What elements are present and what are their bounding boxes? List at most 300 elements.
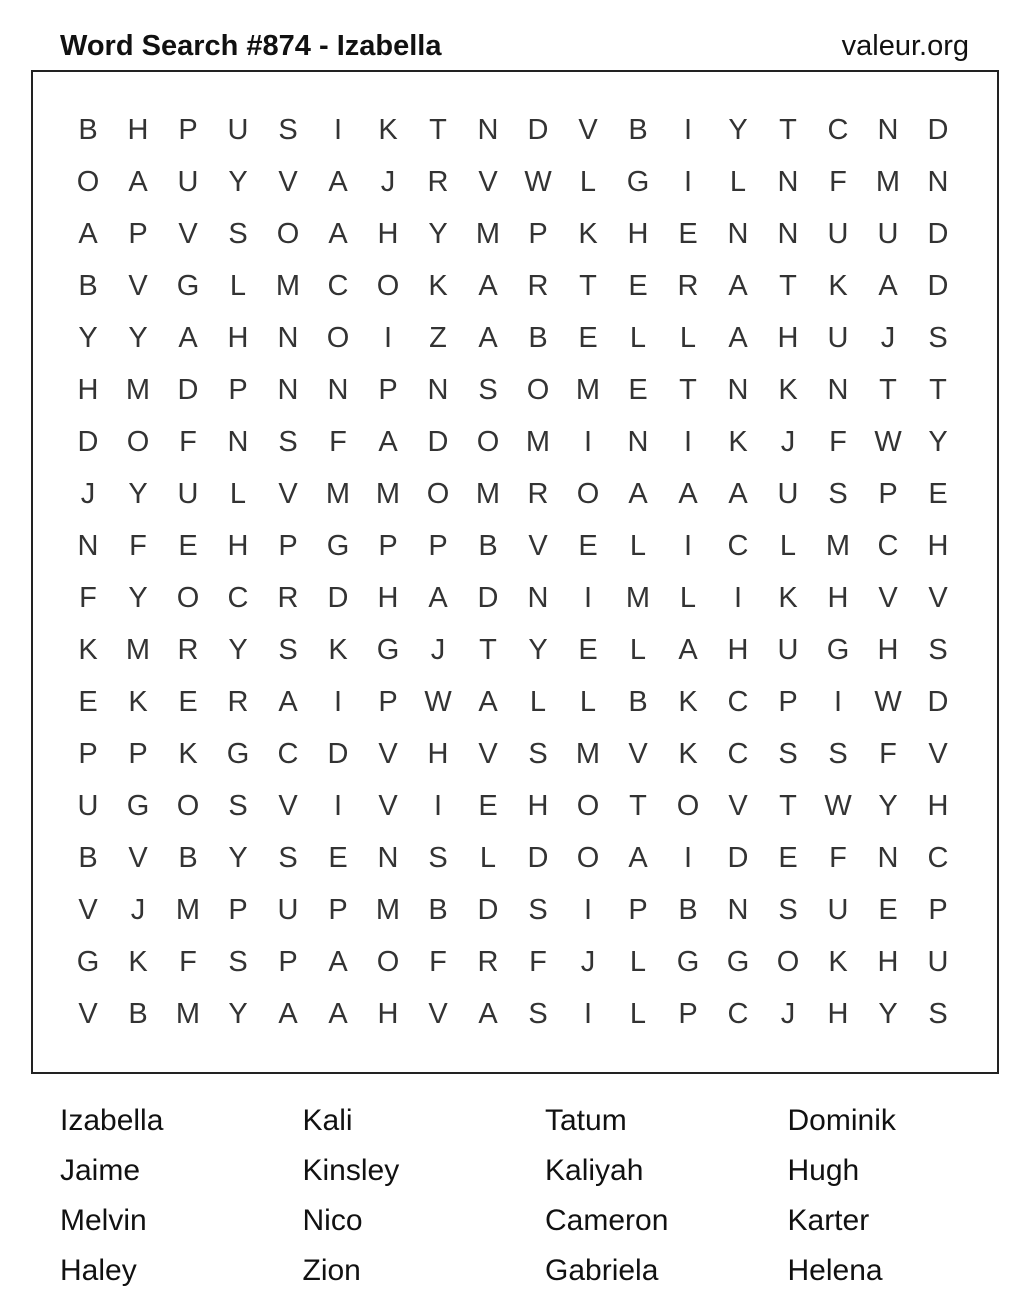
grid-letter: N: [877, 841, 899, 874]
grid-letter: F: [829, 841, 847, 874]
grid-letter: Y: [428, 217, 448, 250]
grid-letter: O: [376, 945, 400, 978]
grid-letter: F: [429, 945, 447, 978]
grid-letter: N: [327, 373, 349, 406]
grid-letter: A: [328, 217, 348, 250]
grid-letter: M: [475, 217, 501, 250]
grid-letter: L: [579, 165, 597, 198]
grid-letter: K: [128, 945, 148, 978]
grid-letter: I: [333, 685, 343, 718]
grid-letter: Y: [228, 841, 248, 874]
grid-letter: V: [78, 997, 98, 1030]
grid-letter: S: [528, 737, 548, 770]
grid-letter: P: [378, 373, 398, 406]
grid-letter: J: [80, 477, 96, 510]
grid-letter: B: [678, 893, 698, 926]
grid-letter: C: [727, 997, 749, 1030]
grid-letter: T: [929, 373, 947, 406]
site-name: valeur.org: [841, 30, 969, 62]
word-list-item: Gabriela: [545, 1254, 659, 1287]
word-list-item: Karter: [787, 1204, 870, 1237]
grid-letter: J: [580, 945, 596, 978]
grid-letter: I: [683, 425, 693, 458]
grid-letter: O: [276, 217, 300, 250]
grid-letter: H: [877, 633, 899, 666]
grid-letter: V: [378, 789, 398, 822]
grid-letter: N: [427, 373, 449, 406]
grid-letter: Y: [878, 997, 898, 1030]
grid-letter: V: [578, 113, 598, 146]
grid-letter: U: [827, 217, 849, 250]
grid-letter: G: [626, 165, 650, 198]
grid-letter: F: [79, 581, 97, 614]
grid-letter: A: [78, 217, 98, 250]
grid-letter: H: [77, 373, 99, 406]
grid-letter: F: [529, 945, 547, 978]
grid-letter: A: [178, 321, 198, 354]
grid-letter: N: [777, 217, 799, 250]
grid-letter: J: [430, 633, 446, 666]
grid-letter: Y: [228, 633, 248, 666]
word-list-item: Haley: [60, 1254, 137, 1287]
grid-letter: K: [828, 269, 848, 302]
grid-letter: C: [727, 737, 749, 770]
grid-letter: U: [877, 217, 899, 250]
grid-letter: V: [128, 269, 148, 302]
grid-letter: E: [178, 529, 198, 562]
grid-letter: T: [779, 789, 797, 822]
grid-letter: M: [125, 633, 151, 666]
grid-letter: B: [628, 685, 648, 718]
grid-letter: P: [378, 529, 398, 562]
grid-letter: N: [877, 113, 899, 146]
grid-letter: U: [827, 893, 849, 926]
grid-letter: R: [477, 945, 499, 978]
grid-letter: A: [428, 581, 448, 614]
grid-letter: F: [129, 529, 147, 562]
grid-letter: C: [727, 529, 749, 562]
grid-letter: A: [378, 425, 398, 458]
grid-letter: I: [683, 165, 693, 198]
grid-letter: B: [528, 321, 548, 354]
grid-letter: I: [833, 685, 843, 718]
grid-letter: H: [227, 529, 249, 562]
grid-letter: O: [376, 269, 400, 302]
grid-letter: N: [277, 321, 299, 354]
grid-letter: G: [126, 789, 150, 822]
grid-letter: O: [576, 841, 600, 874]
grid-letter: P: [378, 685, 398, 718]
grid-letter: T: [579, 269, 597, 302]
grid-letter: S: [528, 997, 548, 1030]
grid-letter: P: [228, 373, 248, 406]
grid-letter: Y: [128, 477, 148, 510]
grid-letter: F: [329, 425, 347, 458]
grid-letter: V: [528, 529, 548, 562]
grid-letter: D: [527, 113, 549, 146]
grid-letter: M: [375, 477, 401, 510]
word-list: [60, 1096, 1030, 1296]
grid-letter: Y: [228, 165, 248, 198]
grid-letter: I: [583, 581, 593, 614]
grid-letter: R: [527, 269, 549, 302]
grid-letter: U: [777, 477, 799, 510]
grid-letter: W: [874, 425, 902, 458]
grid-letter: H: [377, 581, 399, 614]
grid-letter: L: [629, 633, 647, 666]
grid-letter: E: [178, 685, 198, 718]
grid-letter: S: [278, 425, 298, 458]
grid-letter: F: [179, 425, 197, 458]
grid-letter: M: [375, 893, 401, 926]
grid-letter: Y: [728, 113, 748, 146]
grid-letter: G: [326, 529, 350, 562]
grid-letter: P: [428, 529, 448, 562]
grid-letter: O: [476, 425, 500, 458]
grid-letter: P: [878, 477, 898, 510]
grid-letter: V: [478, 737, 498, 770]
grid-letter: L: [479, 841, 497, 874]
grid-letter: C: [877, 529, 899, 562]
grid-letter: F: [829, 165, 847, 198]
grid-letter: V: [278, 165, 298, 198]
word-list-item: Kinsley: [302, 1154, 400, 1187]
grid-letter: P: [328, 893, 348, 926]
grid-letter: R: [277, 581, 299, 614]
grid-letter: O: [576, 477, 600, 510]
word-list-item: Cameron: [545, 1204, 669, 1237]
grid-letter: S: [478, 373, 498, 406]
grid-letter: D: [327, 737, 349, 770]
word-list-item: Zion: [302, 1254, 361, 1287]
grid-letter: K: [578, 217, 598, 250]
word-list-item: Kali: [302, 1104, 353, 1137]
grid-letter: L: [229, 477, 247, 510]
word-list-item: Dominik: [787, 1104, 896, 1137]
grid-letter: V: [478, 165, 498, 198]
grid-letter: S: [928, 633, 948, 666]
grid-letter: M: [175, 893, 201, 926]
grid-letter: R: [677, 269, 699, 302]
grid-letter: Y: [128, 581, 148, 614]
grid-letter: U: [777, 633, 799, 666]
grid-letter: G: [726, 945, 750, 978]
grid-letter: A: [478, 685, 498, 718]
grid-letter: A: [628, 841, 648, 874]
grid-letter: Z: [429, 321, 447, 354]
grid-letter: B: [428, 893, 448, 926]
grid-letter: B: [78, 113, 98, 146]
grid-letter: H: [777, 321, 799, 354]
grid-letter: K: [78, 633, 98, 666]
grid-letter: G: [376, 633, 400, 666]
grid-letter: S: [228, 217, 248, 250]
grid-letter: A: [878, 269, 898, 302]
grid-letter: K: [728, 425, 748, 458]
grid-letter: F: [879, 737, 897, 770]
grid-letter: T: [879, 373, 897, 406]
grid-letter: D: [77, 425, 99, 458]
grid-letter: U: [227, 113, 249, 146]
grid-letter: W: [524, 165, 552, 198]
grid-letter: E: [328, 841, 348, 874]
grid-letter: I: [683, 113, 693, 146]
grid-letter: E: [578, 633, 598, 666]
grid-letter: O: [176, 581, 200, 614]
grid-letter: I: [683, 529, 693, 562]
grid-letter: I: [583, 425, 593, 458]
grid-letter: W: [874, 685, 902, 718]
grid-letter: L: [629, 945, 647, 978]
grid-letter: V: [128, 841, 148, 874]
grid-letter: U: [177, 477, 199, 510]
grid-letter: M: [325, 477, 351, 510]
grid-letter: M: [825, 529, 851, 562]
grid-letter: P: [278, 529, 298, 562]
grid-letter: F: [829, 425, 847, 458]
grid-letter: E: [878, 893, 898, 926]
grid-letter: A: [728, 269, 748, 302]
grid-letter: A: [328, 165, 348, 198]
grid-letter: I: [333, 789, 343, 822]
grid-letter: T: [429, 113, 447, 146]
grid-letter: C: [827, 113, 849, 146]
grid-letter: K: [128, 685, 148, 718]
grid-letter: S: [778, 737, 798, 770]
grid-letter: K: [678, 685, 698, 718]
grid-letter: N: [727, 373, 749, 406]
word-list-item: Melvin: [60, 1204, 147, 1237]
grid-letter: U: [827, 321, 849, 354]
grid-letter: V: [178, 217, 198, 250]
word-list-item: Nico: [302, 1204, 363, 1237]
grid-letter: D: [477, 893, 499, 926]
grid-letter: K: [778, 581, 798, 614]
word-list-item: Helena: [787, 1254, 883, 1287]
grid-letter: E: [478, 789, 498, 822]
grid-letter: A: [678, 477, 698, 510]
grid-letter: M: [175, 997, 201, 1030]
grid-letter: T: [679, 373, 697, 406]
grid-letter: R: [177, 633, 199, 666]
grid-letter: L: [229, 269, 247, 302]
grid-letter: T: [779, 269, 797, 302]
grid-letter: G: [76, 945, 100, 978]
grid-letter: Y: [228, 997, 248, 1030]
grid-letter: E: [778, 841, 798, 874]
grid-letter: S: [528, 893, 548, 926]
grid-letter: D: [927, 113, 949, 146]
grid-letter: V: [78, 893, 98, 926]
grid-letter: P: [128, 737, 148, 770]
grid-letter: M: [625, 581, 651, 614]
grid-letter: T: [779, 113, 797, 146]
grid-letter: B: [78, 269, 98, 302]
grid-letter: D: [727, 841, 749, 874]
grid-letter: J: [130, 893, 146, 926]
grid-letter: O: [126, 425, 150, 458]
grid-letter: B: [178, 841, 198, 874]
grid-letter: P: [128, 217, 148, 250]
grid-letter: M: [275, 269, 301, 302]
grid-letter: K: [328, 633, 348, 666]
grid-letter: N: [627, 425, 649, 458]
grid-letter: A: [278, 997, 298, 1030]
grid-letter: P: [678, 997, 698, 1030]
grid-letter: N: [927, 165, 949, 198]
grid-letter: O: [326, 321, 350, 354]
grid-letter: Y: [78, 321, 98, 354]
grid-letter: D: [177, 373, 199, 406]
grid-letter: P: [278, 945, 298, 978]
grid-letter: S: [278, 633, 298, 666]
grid-letter: J: [380, 165, 396, 198]
grid-letter: N: [727, 217, 749, 250]
grid-letter: L: [729, 165, 747, 198]
grid-letter: K: [178, 737, 198, 770]
grid-letter: P: [178, 113, 198, 146]
grid-letter: H: [927, 529, 949, 562]
grid-letter: N: [77, 529, 99, 562]
word-list-item: Izabella: [60, 1104, 164, 1137]
grid-letter: C: [327, 269, 349, 302]
grid-letter: I: [583, 893, 593, 926]
grid-letter: A: [678, 633, 698, 666]
grid-letter: W: [824, 789, 852, 822]
grid-letter: M: [125, 373, 151, 406]
grid-letter: V: [928, 581, 948, 614]
grid-letter: G: [176, 269, 200, 302]
grid-letter: G: [826, 633, 850, 666]
grid-letter: N: [777, 165, 799, 198]
grid-letter: K: [378, 113, 398, 146]
grid-letter: D: [527, 841, 549, 874]
word-list-item: Kaliyah: [545, 1154, 644, 1187]
grid-letter: A: [478, 321, 498, 354]
grid-letter: E: [678, 217, 698, 250]
grid-letter: S: [778, 893, 798, 926]
grid-letter: R: [527, 477, 549, 510]
grid-letter: D: [927, 217, 949, 250]
grid-letter: L: [629, 529, 647, 562]
grid-letter: V: [278, 789, 298, 822]
grid-letter: H: [827, 581, 849, 614]
grid-letter: N: [277, 373, 299, 406]
grid-letter: O: [576, 789, 600, 822]
grid-letter: K: [678, 737, 698, 770]
grid-letter: D: [477, 581, 499, 614]
grid-letter: A: [478, 997, 498, 1030]
grid-letter: L: [629, 321, 647, 354]
grid-letter: M: [875, 165, 901, 198]
grid-letter: O: [426, 477, 450, 510]
grid-letter: C: [727, 685, 749, 718]
grid-letter: A: [728, 321, 748, 354]
grid-letter: G: [226, 737, 250, 770]
grid-letter: P: [628, 893, 648, 926]
grid-letter: Y: [878, 789, 898, 822]
grid-letter: H: [227, 321, 249, 354]
grid-letter: C: [927, 841, 949, 874]
grid-letter: D: [927, 269, 949, 302]
grid-letter: C: [227, 581, 249, 614]
grid-letter: D: [327, 581, 349, 614]
grid-letter: U: [927, 945, 949, 978]
word-list-item: Jaime: [60, 1154, 141, 1187]
grid-letter: U: [77, 789, 99, 822]
grid-letter: L: [529, 685, 547, 718]
grid-letter: E: [628, 269, 648, 302]
grid-letter: P: [778, 685, 798, 718]
grid-letter: M: [575, 373, 601, 406]
grid-letter: A: [478, 269, 498, 302]
grid-letter: R: [227, 685, 249, 718]
grid-letter: J: [780, 997, 796, 1030]
grid-letter: C: [277, 737, 299, 770]
grid-letter: S: [278, 841, 298, 874]
grid-letter: S: [278, 113, 298, 146]
grid-letter: L: [629, 997, 647, 1030]
grid-letter: I: [433, 789, 443, 822]
grid-letter: J: [780, 425, 796, 458]
grid-letter: I: [333, 113, 343, 146]
grid-letter: K: [828, 945, 848, 978]
grid-letter: F: [179, 945, 197, 978]
grid-letter: L: [679, 581, 697, 614]
grid-letter: M: [575, 737, 601, 770]
grid-letter: M: [525, 425, 551, 458]
grid-letter: Y: [128, 321, 148, 354]
grid-letter: A: [278, 685, 298, 718]
grid-letter: K: [428, 269, 448, 302]
grid-letter: N: [377, 841, 399, 874]
grid-letter: H: [827, 997, 849, 1030]
grid-letter: P: [78, 737, 98, 770]
grid-letter: O: [176, 789, 200, 822]
grid-letter: U: [177, 165, 199, 198]
grid-letter: H: [377, 997, 399, 1030]
grid-letter: H: [877, 945, 899, 978]
grid-letter: D: [427, 425, 449, 458]
grid-letter: H: [727, 633, 749, 666]
grid-letter: S: [228, 945, 248, 978]
grid-letter: B: [128, 997, 148, 1030]
grid-letter: P: [228, 893, 248, 926]
grid-letter: V: [428, 997, 448, 1030]
grid-letter: S: [828, 477, 848, 510]
grid-letter: V: [378, 737, 398, 770]
grid-letter: H: [377, 217, 399, 250]
grid-letter: S: [928, 997, 948, 1030]
grid-letter: O: [76, 165, 100, 198]
letter-grid: [63, 104, 963, 1040]
grid-letter: T: [479, 633, 497, 666]
grid-letter: U: [277, 893, 299, 926]
grid-letter: Y: [528, 633, 548, 666]
grid-letter: H: [527, 789, 549, 822]
grid-letter: M: [475, 477, 501, 510]
grid-letter: V: [878, 581, 898, 614]
grid-letter: L: [779, 529, 797, 562]
grid-letter: N: [827, 373, 849, 406]
grid-letter: L: [679, 321, 697, 354]
page-title: Word Search #874 - Izabella: [60, 30, 442, 62]
grid-letter: V: [928, 737, 948, 770]
grid-letter: O: [776, 945, 800, 978]
grid-letter: S: [928, 321, 948, 354]
grid-letter: H: [927, 789, 949, 822]
grid-letter: E: [928, 477, 948, 510]
